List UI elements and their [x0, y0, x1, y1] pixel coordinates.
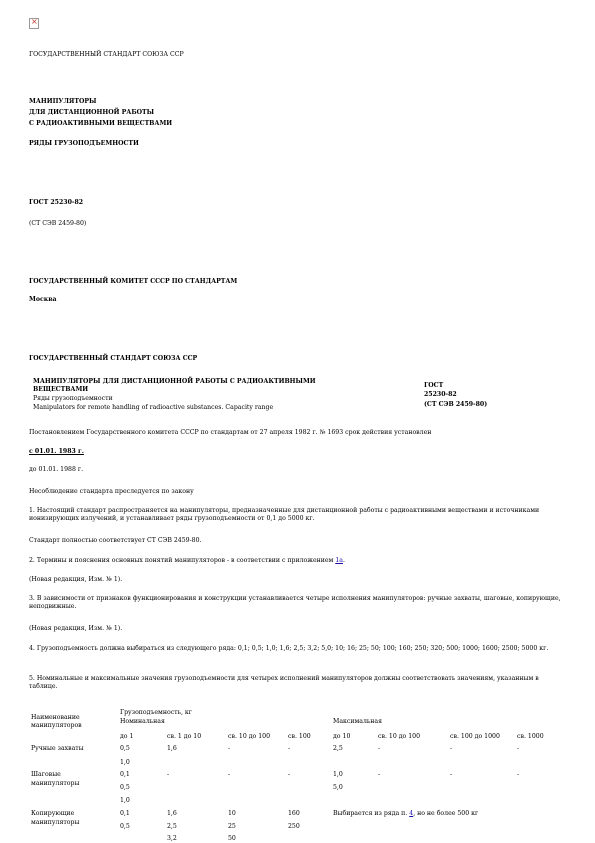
clause-4-link[interactable]: 4: [409, 810, 414, 817]
col-head-nom-1: до 1: [120, 733, 134, 740]
cell: -: [517, 745, 520, 752]
table-head-name: Наименование: [31, 714, 80, 721]
paragraph-2-text: 2. Термины и пояснения основных понятий манипуляторов - в соответствии с приложением: [29, 557, 336, 564]
cell: -: [167, 771, 170, 778]
table-head-name-2: манипуляторов: [31, 722, 82, 729]
cover-code: ГОСТ 25230-82: [29, 199, 84, 206]
cover-subtitle: РЯДЫ ГРУЗОПОДЪЕМНОСТИ: [29, 140, 139, 147]
cell: -: [228, 771, 231, 778]
cell: -: [288, 771, 291, 778]
table-head-nominal: Номинальная: [120, 718, 165, 725]
col-head-nom-4: св. 100: [288, 733, 311, 740]
title-line-2: ВЕЩЕСТВАМИ: [33, 386, 89, 393]
cover-committee: ГОСУДАРСТВЕННЫЙ КОМИТЕТ СССР ПО СТАНДАРТАМ: [29, 278, 238, 285]
gost-alt: (СТ СЭВ 2459-80): [424, 401, 488, 408]
row-name: Ручные захваты: [31, 745, 84, 752]
row-note: [333, 810, 478, 818]
cover-code-alt: (СТ СЭВ 2459-80): [29, 220, 87, 227]
cell: -: [378, 745, 381, 752]
col-head-max-3: св. 100 до 1000: [450, 733, 500, 740]
paragraph-5: 5. Номинальные и максимальные значения грузоподъемности для четырех исполнений манипуляторов должны соответствовать значениям, указанным в таблице.: [29, 675, 539, 690]
row-name-2: манипуляторы: [31, 780, 80, 787]
paragraph-2: [29, 557, 345, 565]
cell: -: [450, 745, 453, 752]
cover-standard-header: ГОСУДАРСТВЕННЫЙ СТАНДАРТ СОЮЗА ССР: [29, 51, 184, 58]
cell: 0,5: [120, 784, 130, 791]
table-head-capacity: Грузоподъемность, кг: [120, 709, 193, 716]
cell: 10: [228, 810, 236, 817]
appendix-link[interactable]: 1а: [335, 557, 343, 564]
table-head-max: Максимальная: [333, 718, 382, 725]
subtitle-ru: Ряды грузоподъемности: [33, 395, 113, 402]
cover-city: Москва: [29, 296, 57, 303]
decree-text: Постановлением Государственного комитета СССР по стандартам от 27 апреля 1982 г. № 1693 срок действия установлен: [29, 429, 432, 436]
date-from: с 01.01. 1983 г.: [29, 448, 84, 455]
gost-number: 25230-82: [424, 391, 457, 398]
cell: 1,0: [120, 759, 130, 766]
col-head-nom-3: св. 10 до 100: [228, 733, 271, 740]
paragraph-2-end: .: [342, 557, 345, 564]
cell: 0,1: [120, 771, 130, 778]
gost-label: ГОСТ: [424, 382, 444, 389]
paragraph-4: 4. Грузоподъемность должна выбираться из следующего ряда: 0,1; 0,5; 1,0; 1,6; 2,5; 3,2; 5,0; 10; 16; 25; 50; 100; 160; 250; 320; 500; 1000; 1600; 2500; 5000 кг.: [29, 645, 549, 652]
cell: -: [288, 745, 291, 752]
title-line-1: МАНИПУЛЯТОРЫ ДЛЯ ДИСТАНЦИОННОЙ РАБОТЫ С РАДИОАКТИВНЫМИ: [33, 378, 316, 385]
col-head-max-1: до 10: [333, 733, 351, 740]
row-note-end: , но не более 500 кг: [413, 810, 479, 817]
cell: 5,0: [333, 784, 343, 791]
cell: -: [517, 771, 520, 778]
paragraph-3: 3. В зависимости от признаков функционирования и конструкции устанавливается четыре исполнения манипуляторов: ручные захваты, шаговые, копирующие, неподвижные.: [29, 595, 561, 610]
cell: 3,2: [167, 835, 177, 842]
col-head-nom-2: св. 1 до 10: [167, 733, 202, 740]
law-notice: Несоблюдение стандарта преследуется по закону: [29, 488, 194, 495]
paragraph-3-note: (Новая редакция, Изм. № 1).: [29, 625, 123, 632]
cell: 2,5: [333, 745, 343, 752]
cell: 25: [228, 823, 236, 830]
cell: 1,6: [167, 745, 177, 752]
cell: 1,6: [167, 810, 177, 817]
date-to: до 01.01. 1988 г.: [29, 466, 84, 473]
cell: 1,0: [120, 797, 130, 804]
cell: -: [450, 771, 453, 778]
paragraph-1: 1. Настоящий стандарт распространяется на манипуляторы, предназначенные для дистанционной работы с радиоактивными веществами и источниками ионизирующих излучений, и устанавливает ряды грузоподъемности от 0,1 до 5000 кг.: [29, 507, 540, 522]
row-name: Шаговые: [31, 771, 61, 778]
broken-image-icon: [29, 18, 39, 29]
col-head-max-2: св. 10 до 100: [378, 733, 421, 740]
cell: 0,5: [120, 745, 130, 752]
cover-title-line-2: ДЛЯ ДИСТАНЦИОННОЙ РАБОТЫ: [29, 109, 155, 116]
row-note-text: Выбирается из ряда п.: [333, 810, 410, 817]
cell: 1,0: [333, 771, 343, 778]
cover-title-line-3: С РАДИОАКТИВНЫМИ ВЕЩЕСТВАМИ: [29, 120, 173, 127]
paragraph-1b: Стандарт полностью соответствует СТ СЭВ 2459-80.: [29, 537, 202, 544]
paragraph-2-note: (Новая редакция, Изм. № 1).: [29, 576, 123, 583]
cell: -: [228, 745, 231, 752]
cell: -: [378, 771, 381, 778]
cell: 2,5: [167, 823, 177, 830]
cell: 250: [288, 823, 300, 830]
subtitle-en: Manipulators for remote handling of radioactive substances. Capacity range: [33, 404, 274, 411]
col-head-max-4: св. 1000: [517, 733, 544, 740]
cell: 160: [288, 810, 300, 817]
standard-header: ГОСУДАРСТВЕННЫЙ СТАНДАРТ СОЮЗА ССР: [29, 355, 198, 362]
cell: 0,5: [120, 823, 130, 830]
row-name: Копирующие: [31, 810, 75, 817]
cell: 0,1: [120, 810, 130, 817]
cover-title-line-1: МАНИПУЛЯТОРЫ: [29, 98, 97, 105]
cell: 50: [228, 835, 236, 842]
row-name-2: манипуляторы: [31, 819, 80, 826]
